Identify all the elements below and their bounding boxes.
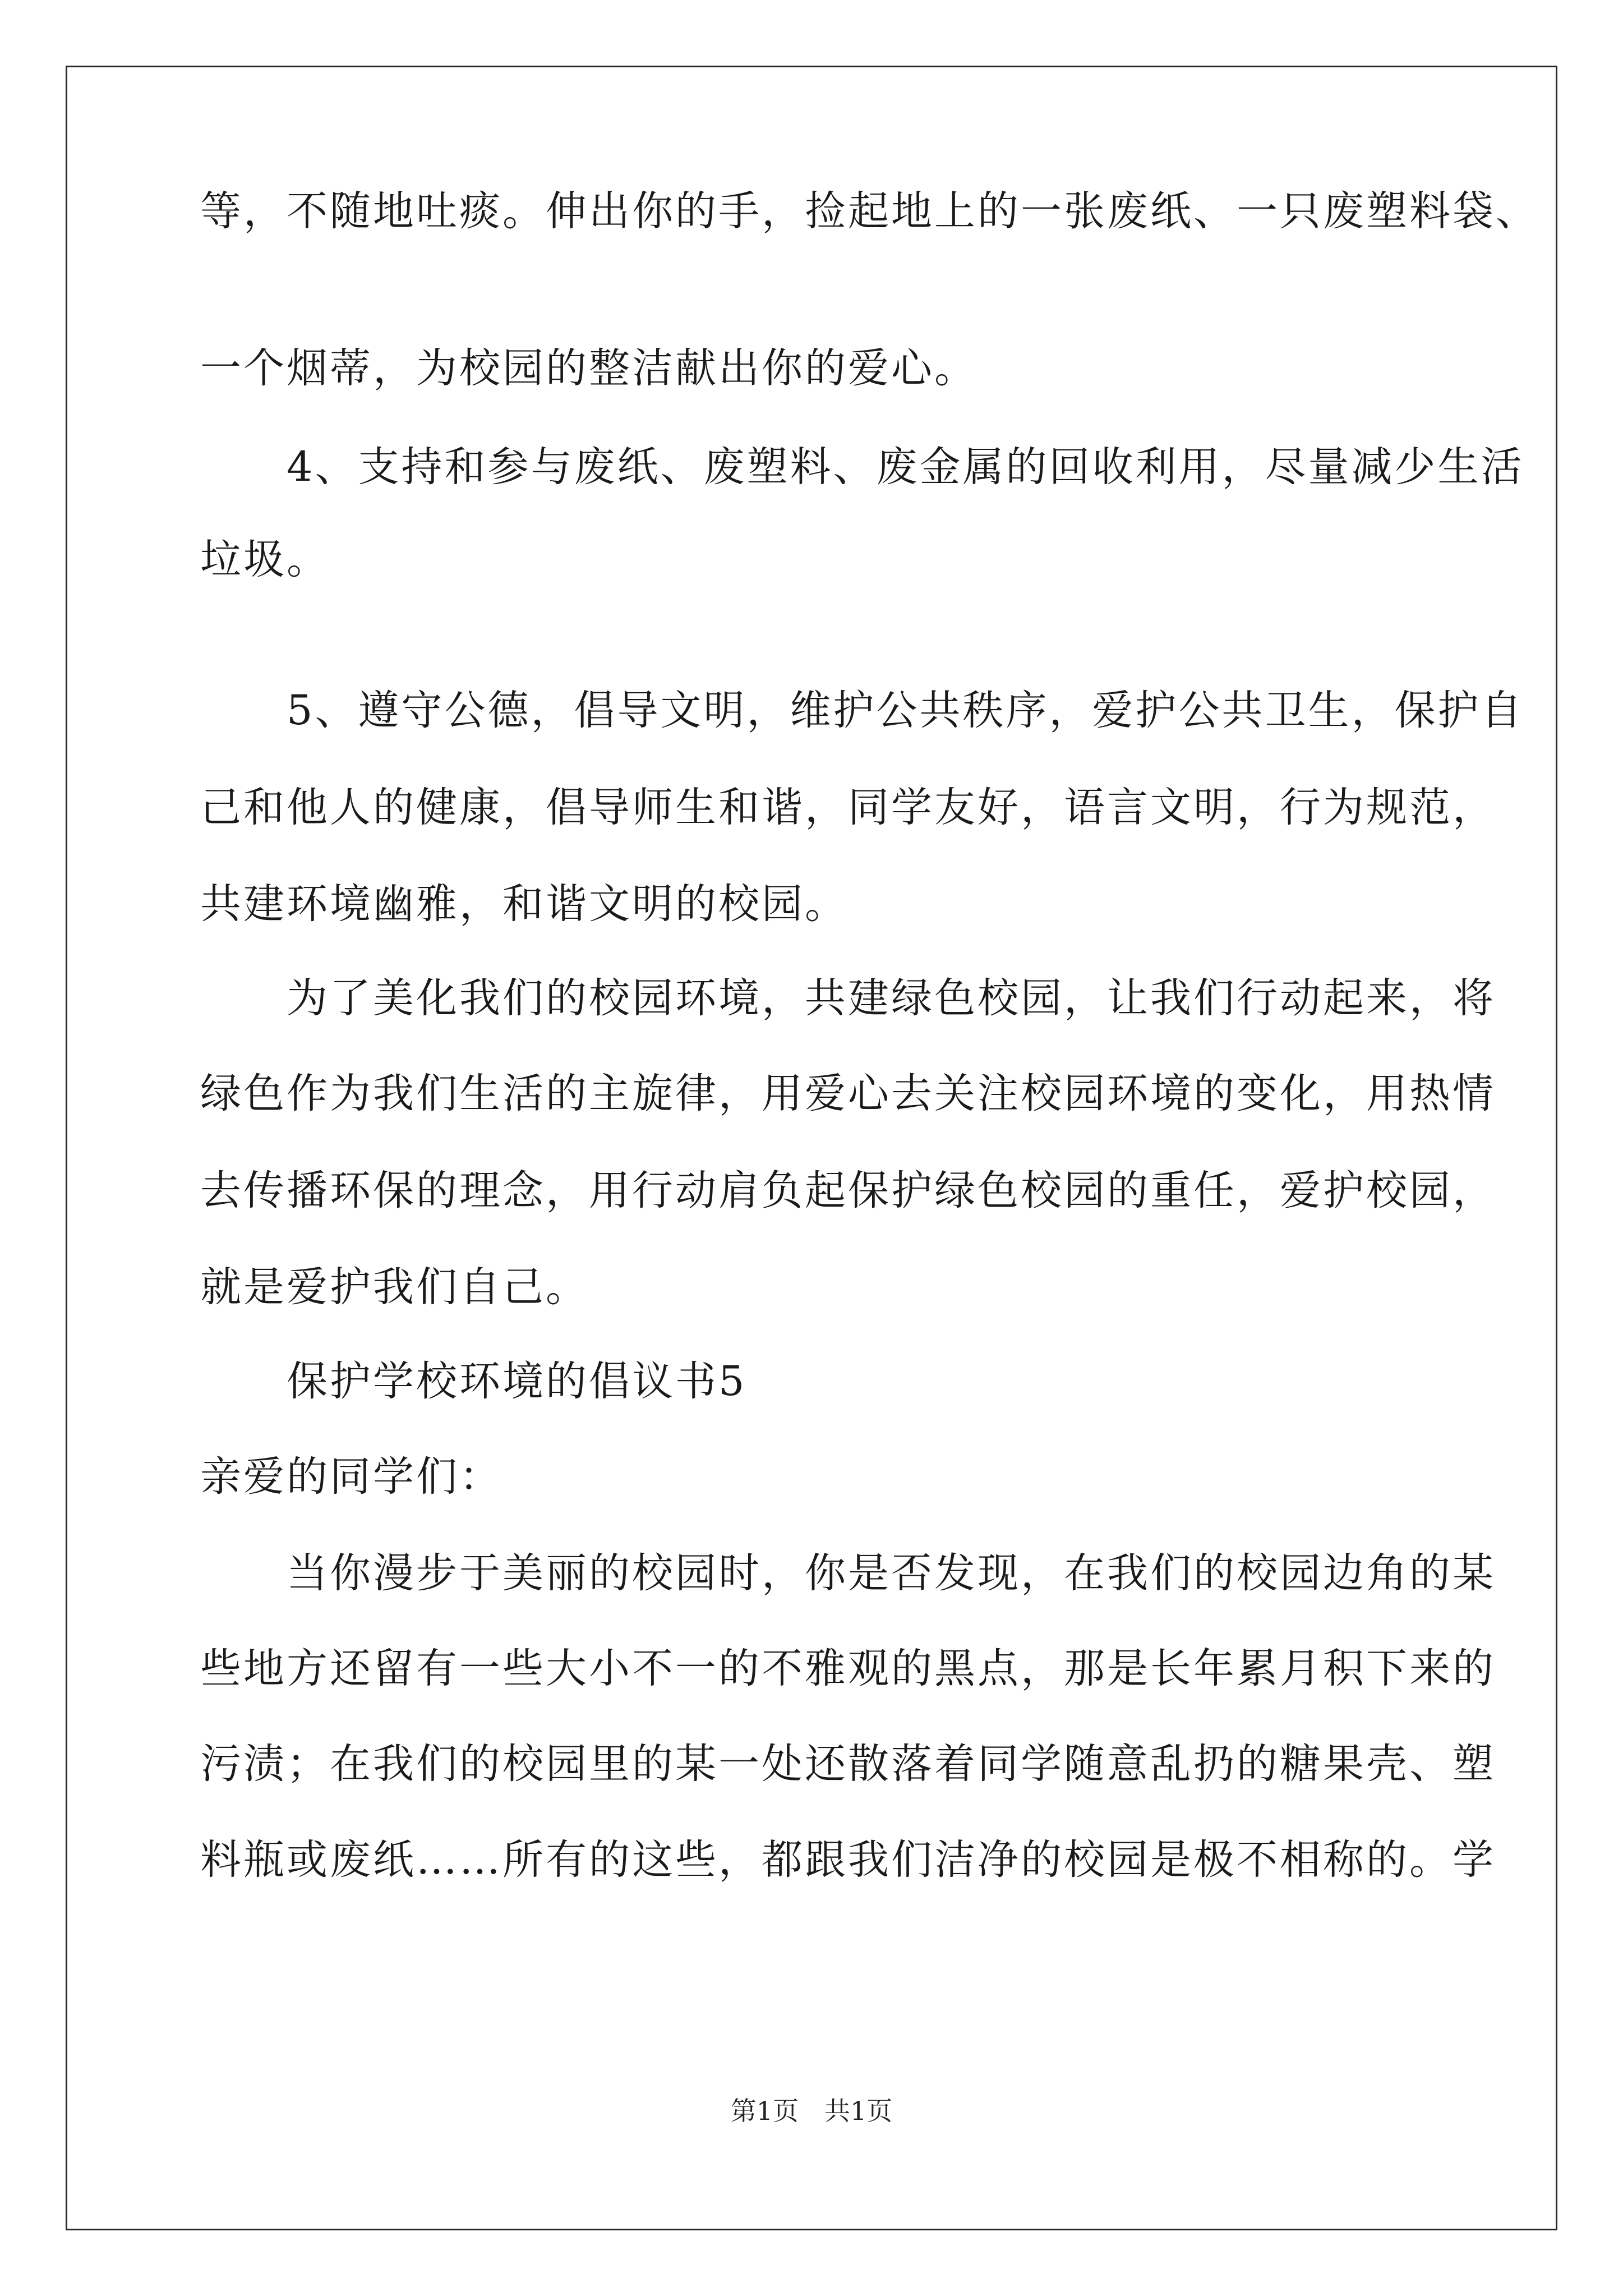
text-line: 污渍；在我们的校园里的某一处还散落着同学随意乱扔的糖果壳、塑 <box>200 1740 1496 1788</box>
text-line: 4、支持和参与废纸、废塑料、废金属的回收利用，尽量减少生活 <box>200 443 1524 491</box>
text-line: 当你漫步于美丽的校园时，你是否发现，在我们的校园边角的某 <box>200 1549 1496 1597</box>
salutation: 亲爱的同学们： <box>200 1453 502 1501</box>
text-line: 些地方还留有一些大小不一的不雅观的黑点，那是长年累月积下来的 <box>200 1645 1496 1692</box>
text-line: 己和他人的健康，倡导师生和谐，同学友好，语言文明，行为规范， <box>200 784 1496 831</box>
section-heading: 保护学校环境的倡议书5 <box>200 1358 747 1405</box>
text-line: 去传播环保的理念，用行动肩负起保护绿色校园的重任，爱护校园， <box>200 1167 1496 1214</box>
text-line: 绿色作为我们生活的主旋律，用爱心去关注校园环境的变化，用热情 <box>200 1070 1496 1117</box>
text-line: 5、遵守公德，倡导文明，维护公共秩序，爱护公共卫生，保护自 <box>200 687 1524 734</box>
text-line: 共建环境幽雅，和谐文明的校园。 <box>200 880 848 928</box>
text-line: 等，不随地吐痰。伸出你的手，捡起地上的一张废纸、一只废塑料袋、 <box>200 187 1539 235</box>
text-line: 料瓶或废纸……所有的这些，都跟我们洁净的校园是极不相称的。学 <box>200 1836 1496 1884</box>
text-line: 就是爱护我们自己。 <box>200 1263 589 1311</box>
page-footer: 第1页 共1页 <box>730 2096 893 2126</box>
text-line: 为了美化我们的校园环境，共建绿色校园，让我们行动起来，将 <box>200 974 1496 1022</box>
text-line: 一个烟蒂，为校园的整洁献出你的爱心。 <box>200 344 978 392</box>
text-line: 垃圾。 <box>200 536 330 583</box>
